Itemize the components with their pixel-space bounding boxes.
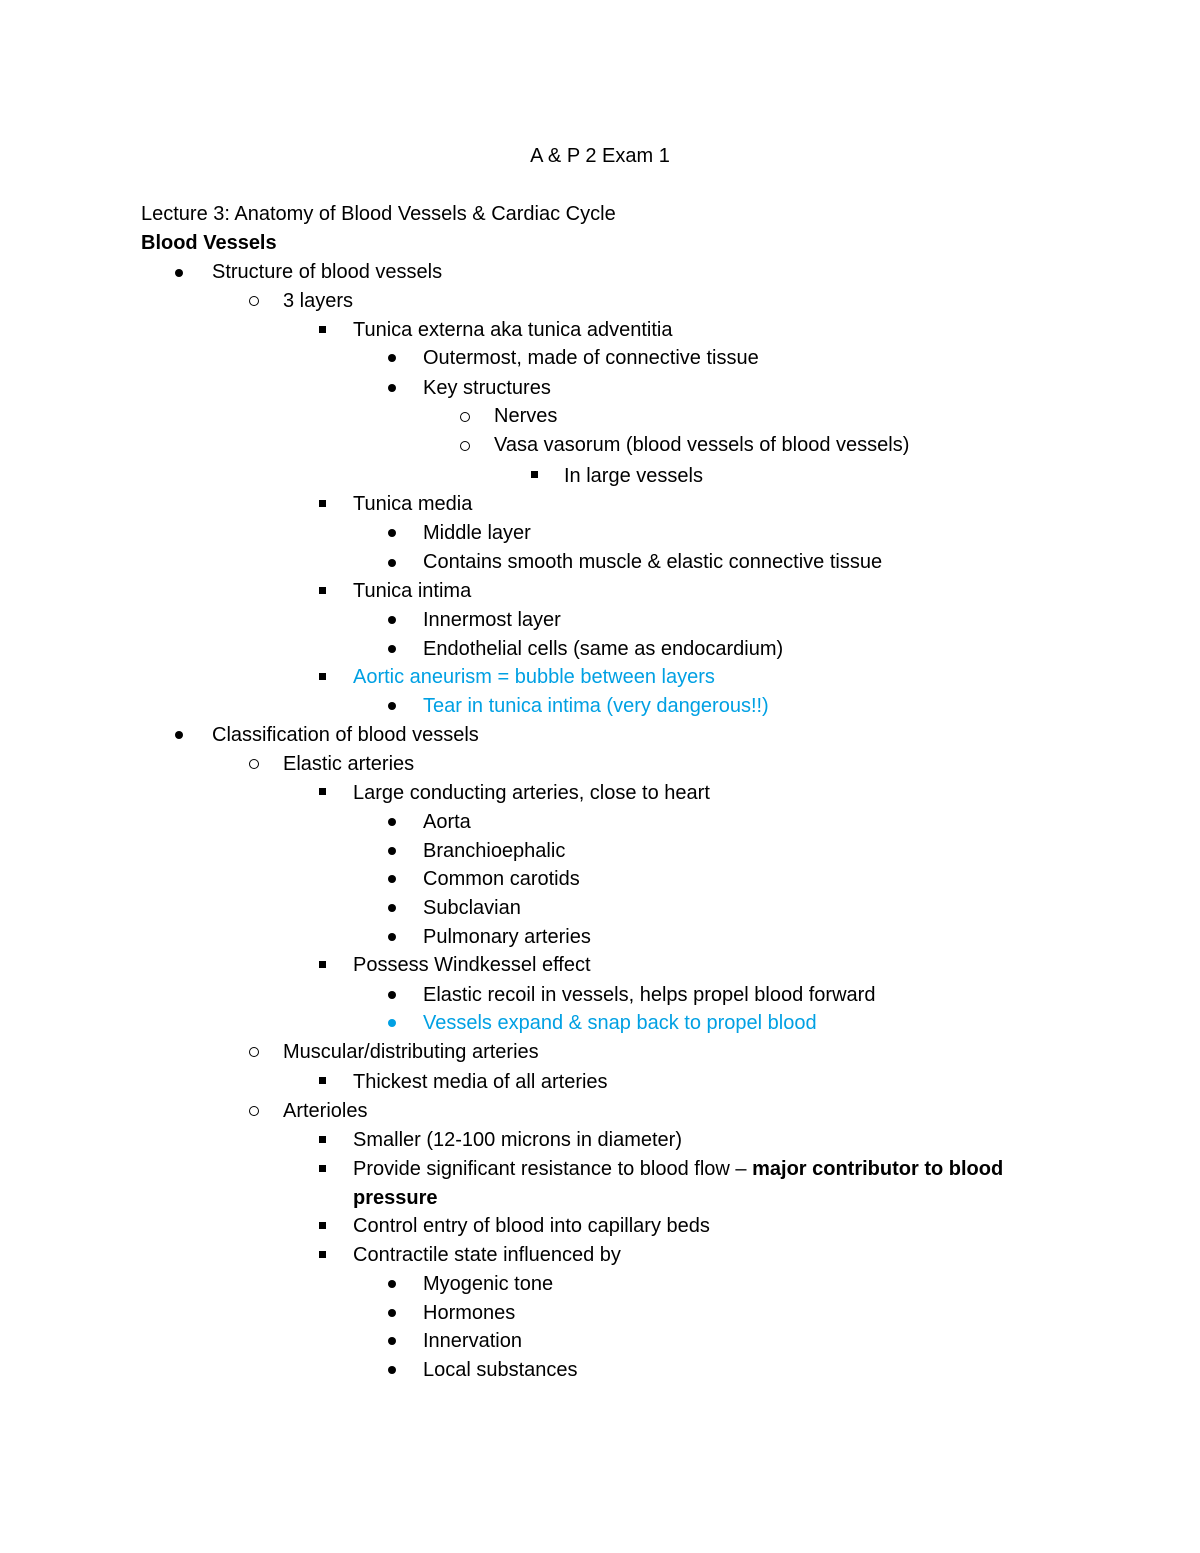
list-item-structure: Structure of blood vessels <box>212 261 443 283</box>
list-item-aortic-aneurism: Aortic aneurism = bubble between layers <box>353 666 715 688</box>
list-item-subclavian: Subclavian <box>423 897 521 919</box>
bullet-square-icon <box>319 326 326 333</box>
list-item-tunica-externa: Tunica externa aka tunica adventitia <box>353 319 673 341</box>
bullet-square-icon <box>319 961 326 968</box>
list-item-smaller: Smaller (12-100 microns in diameter) <box>353 1129 683 1151</box>
list-item-myogenic: Myogenic tone <box>423 1273 554 1295</box>
lecture-heading: Lecture 3: Anatomy of Blood Vessels & Cardiac Cycle <box>141 203 616 225</box>
bullet-square-icon <box>319 1222 326 1229</box>
bullet-dot-icon <box>388 559 396 567</box>
list-item-key-structures: Key structures <box>423 377 551 399</box>
bullet-circle-icon <box>249 1106 259 1116</box>
list-item-vessels-expand: Vessels expand & snap back to propel blood <box>423 1012 817 1034</box>
bullet-dot-icon <box>388 1309 396 1317</box>
bullet-circle-icon <box>249 1047 259 1057</box>
bullet-square-icon <box>319 1136 326 1143</box>
bullet-square-icon <box>319 1077 326 1084</box>
bullet-circle-icon <box>460 441 470 451</box>
list-item-tunica-media: Tunica media <box>353 493 473 515</box>
bullet-dot-icon <box>388 1337 396 1345</box>
bullet-dot-icon <box>388 702 396 710</box>
list-item-hormones: Hormones <box>423 1302 516 1324</box>
bullet-square-icon <box>319 500 326 507</box>
list-item-elastic-recoil: Elastic recoil in vessels, helps propel blood forward <box>423 984 876 1006</box>
bullet-square-icon <box>319 673 326 680</box>
bullet-dot-icon <box>388 384 396 392</box>
list-item-endothelial: Endothelial cells (same as endocardium) <box>423 638 784 660</box>
list-item-three-layers: 3 layers <box>283 290 354 312</box>
bullet-circle-icon <box>249 296 259 306</box>
list-item-contains-smooth: Contains smooth muscle & elastic connective tissue <box>423 551 883 573</box>
bullet-dot-icon <box>388 991 396 999</box>
list-item-large-conducting: Large conducting arteries, close to heart <box>353 782 710 804</box>
bullet-dot-icon <box>388 616 396 624</box>
bullet-dot-icon <box>388 875 396 883</box>
list-item-muscular: Muscular/distributing arteries <box>283 1041 539 1063</box>
bullet-square-icon <box>319 587 326 594</box>
bullet-dot-icon <box>388 529 396 537</box>
list-item-branchioephalic: Branchioephalic <box>423 840 566 862</box>
resistance-text: Provide significant resistance to blood flow – <box>353 1158 753 1180</box>
list-item-windkessel: Possess Windkessel effect <box>353 954 591 976</box>
list-item-in-large-vessels: In large vessels <box>564 465 703 487</box>
bullet-dot-icon <box>388 818 396 826</box>
bullet-dot-icon <box>175 731 183 739</box>
list-item-common-carotids: Common carotids <box>423 868 580 890</box>
bullet-square-icon <box>531 471 538 478</box>
list-item-elastic-arteries: Elastic arteries <box>283 753 415 775</box>
list-item-outermost: Outermost, made of connective tissue <box>423 347 759 369</box>
list-item-arterioles: Arterioles <box>283 1100 368 1122</box>
bullet-square-icon <box>319 788 326 795</box>
list-item-middle-layer: Middle layer <box>423 522 531 544</box>
list-item-innermost-layer: Innermost layer <box>423 609 561 631</box>
list-item-local-substances: Local substances <box>423 1359 578 1381</box>
bullet-dot-icon <box>175 269 183 277</box>
section-heading: Blood Vessels <box>141 232 277 254</box>
bullet-dot-icon <box>388 847 396 855</box>
list-item-aorta: Aorta <box>423 811 471 833</box>
list-item-pulmonary: Pulmonary arteries <box>423 926 591 948</box>
list-item-nerves: Nerves <box>494 405 558 427</box>
bullet-dot-icon <box>388 645 396 653</box>
bullet-dot-icon <box>388 1019 396 1027</box>
bullet-dot-icon <box>388 904 396 912</box>
bullet-square-icon <box>319 1165 326 1172</box>
list-item-tunica-intima: Tunica intima <box>353 580 472 602</box>
list-item-contractile-state: Contractile state influenced by <box>353 1244 621 1266</box>
bullet-circle-icon <box>460 412 470 422</box>
list-item-control-entry: Control entry of blood into capillary beds <box>353 1215 710 1237</box>
bullet-dot-icon <box>388 1366 396 1374</box>
bullet-square-icon <box>319 1251 326 1258</box>
list-item-thickest-media: Thickest media of all arteries <box>353 1071 608 1093</box>
list-item-tear-intima: Tear in tunica intima (very dangerous!!) <box>423 695 769 717</box>
list-item-innervation: Innervation <box>423 1330 522 1352</box>
major-contributor-text: major contributor to blood pressure <box>353 1158 1004 1209</box>
list-item-provide-resistance <box>353 1155 1073 1213</box>
bullet-circle-icon <box>249 759 259 769</box>
list-item-classification: Classification of blood vessels <box>212 724 479 746</box>
list-item-vasa-vasorum: Vasa vasorum (blood vessels of blood vessels) <box>494 434 910 456</box>
bullet-dot-icon <box>388 933 396 941</box>
document-title: A & P 2 Exam 1 <box>530 145 670 167</box>
bullet-dot-icon <box>388 1280 396 1288</box>
bullet-dot-icon <box>388 354 396 362</box>
